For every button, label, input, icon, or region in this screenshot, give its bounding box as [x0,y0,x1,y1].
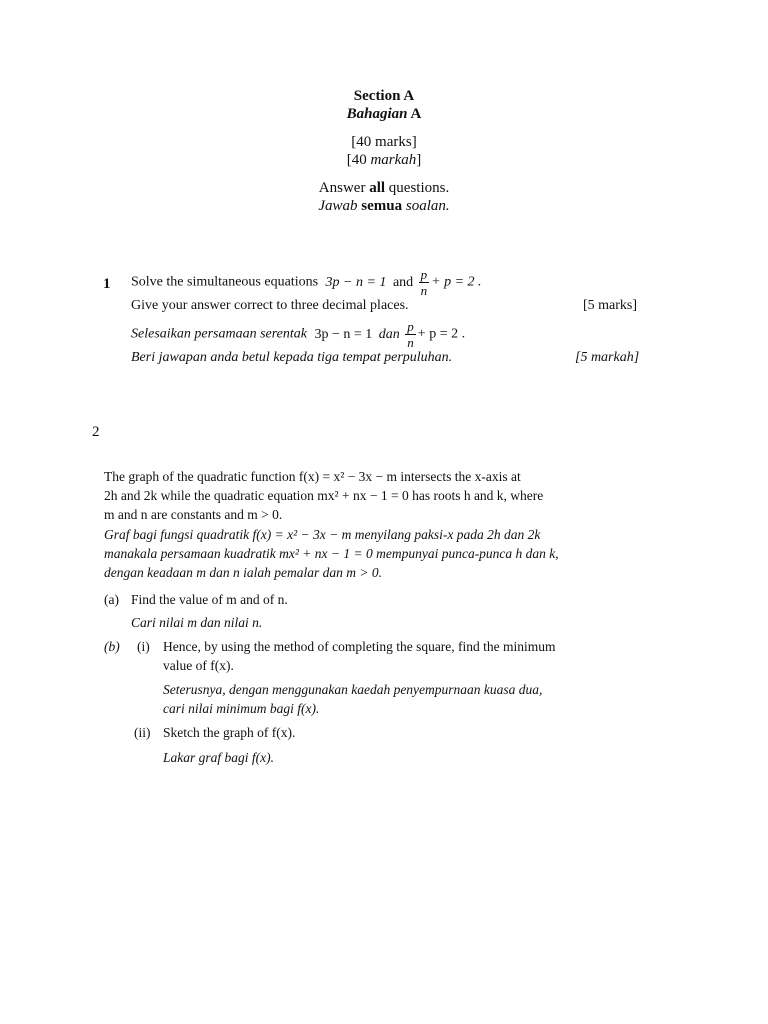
instruction-malay-bold: semua [361,198,403,214]
q2-stem-en-line-2: 2h and 2k while the quadratic equation mx² + nx − 1 = 0 has roots h and k, where [104,488,544,503]
section-word-malay: Bahagian [346,106,408,122]
marks-malay-suffix: ] [416,152,422,168]
instruction-malay-post: soalan. [402,198,450,214]
q2-part-b-ii-malay: Lakar graf bagi f(x). [163,750,274,765]
marks-malay-prefix: [40 [346,152,371,168]
marks-english: [40 marks] [351,134,417,150]
section-title-malay [0,106,768,123]
q2-part-a-malay: Cari nilai m dan nilai n. [131,615,263,630]
question-2-stem-malay [104,525,604,582]
q2-part-b-ii-label: (ii) [134,725,151,740]
q1-malay-fraction-denominator: n [407,335,414,350]
q2-part-b-i-malay [163,680,542,718]
section-letter-malay: A [410,106,422,122]
q2-b-i-en-line-2: value of f(x). [163,658,234,673]
q2-stem-ms-line-1: Graf bagi fungsi quadratik f(x) = x² − 3x − m menyilang paksi-x pada 2h dan 2k [104,527,541,542]
question-1-marks-malay: [5 markah] [575,350,640,365]
q1-malay-fraction-numerator: p [407,319,414,334]
q1-dan: dan [378,326,400,342]
question-1-line-3 [131,320,465,349]
question-1-line-1 [131,268,482,297]
q1-malay-instruction: Selesaikan persamaan serentak [131,326,307,342]
q1-fraction [419,268,430,297]
q2-part-b-i-label: (i) [137,639,150,654]
q2-stem-en-line-3: m and n are constants and m > 0. [104,507,283,522]
q1-fraction-numerator: p [420,267,428,282]
q2-b-i-ms-line-2: cari nilai minimum bagi f(x). [163,701,320,716]
instruction-english [0,180,768,197]
question-1-number: 1 [103,276,111,292]
q1-equation-2-tail: + p = 2 . [431,274,482,290]
instruction-bold: all [369,180,386,196]
q1-malay-equation-1: 3p − n = 1 [314,326,373,342]
marks-malay [0,152,768,169]
q2-part-a-english: Find the value of m and of n. [131,592,288,607]
instruction-malay [0,198,768,215]
section-title: Section A [353,88,415,104]
instruction-malay-pre: Jawab [318,198,362,214]
q1-equation-1: 3p − n = 1 [325,274,387,290]
q2-b-i-en-line-1: Hence, by using the method of completing the square, find the minimum [163,639,556,654]
question-1-marks-english: [5 marks] [583,298,638,313]
q2-part-a-label: (a) [104,592,119,607]
q1-malay-fraction [405,320,416,349]
question-1-line-4: Beri jawapan anda betul kepada tiga tempat perpuluhan. [131,350,453,365]
q1-malay-equation-2-tail: + p = 2 . [417,326,466,342]
question-1-line-2: Give your answer correct to three decimal places. [131,298,409,313]
q2-part-b-label: (b) [104,639,120,654]
q2-part-b-i-english [163,637,556,675]
q1-and: and [392,274,414,290]
marks-malay-word: markah [370,152,417,168]
q2-b-i-ms-line-1: Seterusnya, dengan menggunakan kaedah penyempurnaan kuasa dua, [163,682,543,697]
q2-stem-ms-line-2: manakala persamaan kuadratik mx² + nx − 1 = 0 mempunyai punca-punca h dan k, [104,546,559,561]
instruction-post: questions. [385,180,450,196]
q2-stem-ms-line-3: dengan keadaan m dan n ialah pemalar dan m > 0. [104,565,382,580]
question-2-number: 2 [92,424,100,440]
q1-instruction-text: Solve the simultaneous equations [131,274,319,290]
question-2-stem-english [104,467,604,524]
q2-part-b-ii-english: Sketch the graph of f(x). [163,725,296,740]
instruction-pre: Answer [318,180,370,196]
q2-stem-en-line-1: The graph of the quadratic function f(x) = x² − 3x − m intersects the x-axis at [104,469,521,484]
q1-fraction-denominator: n [420,283,428,298]
